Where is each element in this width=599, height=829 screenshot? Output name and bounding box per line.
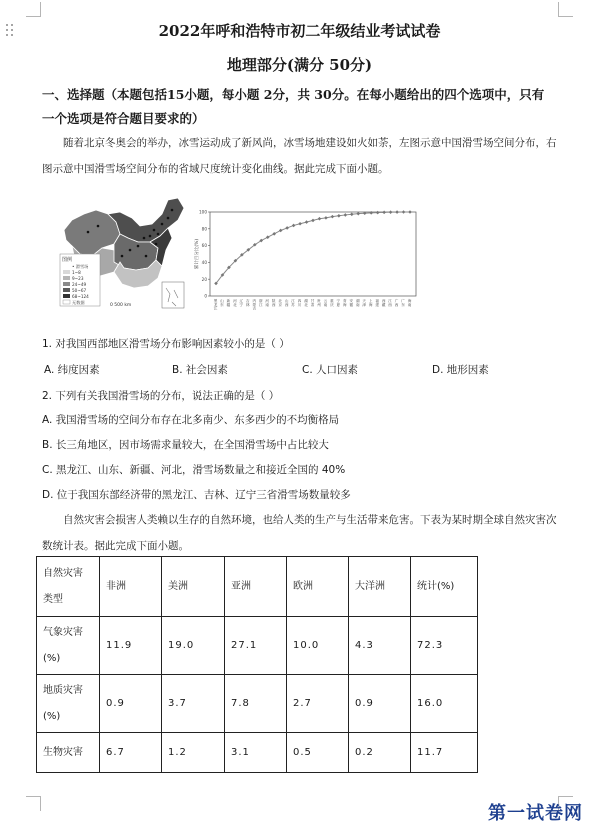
section-heading	[42, 83, 562, 131]
x-tick-label: 江西	[388, 299, 393, 307]
q1-option-c[interactable]: C. 人口因素	[302, 364, 359, 376]
question-2-stem: 2. 下列有关我国滑雪场的分布，说法正确的是（ ）	[42, 390, 280, 402]
q2-option-b[interactable]: B. 长三角地区，因市场需求量较大，在全国滑雪场中占比较大	[42, 439, 329, 451]
row-label-cell: 地质灾害 (%)	[37, 675, 100, 733]
table-cell: 10.0	[287, 617, 349, 675]
crop-mark-top-left	[26, 2, 41, 17]
x-tick-label: 广东	[401, 299, 406, 307]
china-ski-resort-map	[58, 190, 190, 310]
table-header-cell: 美洲	[162, 557, 225, 617]
table-cell: 0.2	[349, 733, 411, 773]
table-cell: 4.3	[349, 617, 411, 675]
y-tick-label: 60	[201, 243, 207, 249]
map-legend-item: 68~124	[72, 294, 89, 299]
map-scale-bar: 0 500 km	[110, 303, 132, 308]
q1-option-b[interactable]: B. 社会因素	[172, 364, 228, 376]
map-legend-item: • 滑雪场	[72, 264, 89, 269]
x-tick-label: 湖南	[356, 299, 361, 307]
table-row	[37, 675, 478, 733]
question-1-stem: 1. 对我国西部地区滑雪场分布影响因素较小的是（ ）	[42, 338, 290, 350]
x-tick-label: 重庆	[330, 299, 335, 307]
section-heading-line-1: 一、选择题（本题包括15小题，每小题 2分，共 30分。在每小题给出的四个选项中，只有	[42, 87, 545, 102]
table-cell: 7.8	[225, 675, 287, 733]
table-header-cell: 亚洲	[225, 557, 287, 617]
q2-option-d[interactable]: D. 位于我国东部经济带的黑龙江、吉林、辽宁三省滑雪场数量较多	[42, 489, 351, 501]
chart-y-axis-label: 累计百分比(%)	[195, 238, 200, 270]
q1-option-d[interactable]: D. 地形因素	[432, 364, 489, 376]
table-cell: 19.0	[162, 617, 225, 675]
x-tick-label: 湖北	[304, 299, 309, 307]
y-tick-label: 40	[201, 260, 207, 265]
x-tick-label: 广西	[395, 299, 400, 307]
table-cell: 72.3	[411, 617, 478, 675]
x-tick-label: 安徽	[349, 299, 354, 307]
table-row	[37, 617, 478, 675]
x-tick-label: 宁夏	[336, 299, 341, 307]
q2-option-a[interactable]: A. 我国滑雪场的空间分布存在北多南少、东多西少的不均衡格局	[42, 414, 340, 426]
map-south-sea-inset	[162, 282, 184, 308]
exam-subtitle: 地理部分(满分 50分)	[226, 56, 373, 74]
cumulative-line-chart	[194, 208, 424, 326]
x-tick-label: 黑龙江	[214, 299, 218, 310]
crop-mark-top-right	[558, 2, 573, 17]
x-tick-label: 吉林	[246, 299, 251, 307]
x-tick-label: 河南	[265, 299, 270, 307]
q1-option-a[interactable]: A. 纬度因素	[44, 364, 100, 376]
table-cell: 3.7	[162, 675, 225, 733]
x-tick-label: 西藏	[382, 299, 387, 307]
table-cell: 0.5	[287, 733, 349, 773]
table-cell: 6.7	[100, 733, 162, 773]
table-cell: 0.9	[100, 675, 162, 733]
x-tick-label: 上海	[369, 299, 374, 307]
table-header-cell: 非洲	[100, 557, 162, 617]
y-tick-label: 100	[199, 209, 207, 215]
x-tick-label: 青海	[343, 299, 348, 307]
table-corner-cell: 自然灾害 类型	[37, 557, 100, 617]
exam-title: 2022年呼和浩特市初二年级结业考试试卷	[158, 22, 441, 40]
map-legend-item: 无数据	[72, 300, 85, 305]
x-tick-label: 辽宁	[239, 299, 244, 307]
table-header-row	[37, 557, 478, 617]
x-tick-label: 江苏	[291, 299, 296, 307]
map-legend-item: 24~49	[72, 282, 87, 287]
table-cell: 1.2	[162, 733, 225, 773]
x-tick-label: 浙江	[259, 299, 264, 307]
section-heading-line-2: 一个选项是符合题目要求的）	[42, 111, 205, 126]
x-tick-label: 四川	[298, 299, 303, 307]
x-tick-label: 河北	[233, 299, 238, 307]
table-header-cell: 统计(%)	[411, 557, 478, 617]
x-tick-label: 陕西	[272, 299, 277, 307]
table-cell: 2.7	[287, 675, 349, 733]
x-tick-label: 山西	[285, 299, 290, 307]
table-cell: 27.1	[225, 617, 287, 675]
table-cell: 3.1	[225, 733, 287, 773]
x-tick-label: 北京	[278, 299, 283, 307]
table-header-cell: 大洋洲	[349, 557, 411, 617]
crop-mark-bottom-left	[26, 796, 41, 811]
watermark-logo: 第一试卷网	[488, 803, 583, 824]
y-tick-label: 80	[201, 226, 207, 232]
passage-disasters: 自然灾害会损害人类赖以生存的自然环境，也给人类的生产与生活带来危害。下表为某时期全球自然灾害次数统计表。据此完成下面小题。	[42, 514, 557, 552]
map-legend-title: 图例	[62, 257, 73, 263]
x-tick-label: 甘肃	[311, 299, 315, 307]
table-cell: 11.9	[100, 617, 162, 675]
table-cell: 11.7	[411, 733, 478, 773]
x-tick-label: 贵州	[317, 299, 322, 307]
row-label-cell: 气象灾害 (%)	[37, 617, 100, 675]
map-legend-item: 1~8	[72, 270, 81, 275]
passage-skiing: 随着北京冬奥会的举办，冰雪运动成了新风尚，冰雪场地建设如火如荼，左图示意中国滑雪场空间分布，右图示意中国滑雪场空间分布的省域尺度统计变化曲线。据此完成下面小题。	[42, 137, 557, 175]
table-cell: 0.9	[349, 675, 411, 733]
x-tick-label: 新疆	[226, 299, 231, 307]
table-row	[37, 733, 478, 773]
y-tick-label: 20	[201, 276, 207, 282]
chart-plot-frame	[210, 212, 416, 296]
x-tick-label: 海南	[408, 299, 412, 307]
x-tick-label: 内蒙古	[252, 299, 257, 310]
disaster-table	[36, 556, 478, 773]
q2-option-c[interactable]: C. 黑龙江、山东、新疆、河北，滑雪场数量之和接近全国的 40%	[42, 464, 346, 476]
table-cell: 16.0	[411, 675, 478, 733]
x-tick-label: 云南	[323, 299, 328, 307]
row-label-cell: 生物灾害	[37, 733, 100, 773]
x-tick-label: 福建	[375, 299, 380, 307]
x-tick-label: 天津	[362, 299, 367, 307]
map-legend-item: 50~67	[72, 288, 87, 293]
table-header-cell: 欧洲	[287, 557, 349, 617]
map-legend-item: 9~23	[72, 276, 84, 281]
y-tick-label: 0	[204, 293, 207, 299]
x-tick-label: 山东	[220, 299, 225, 307]
